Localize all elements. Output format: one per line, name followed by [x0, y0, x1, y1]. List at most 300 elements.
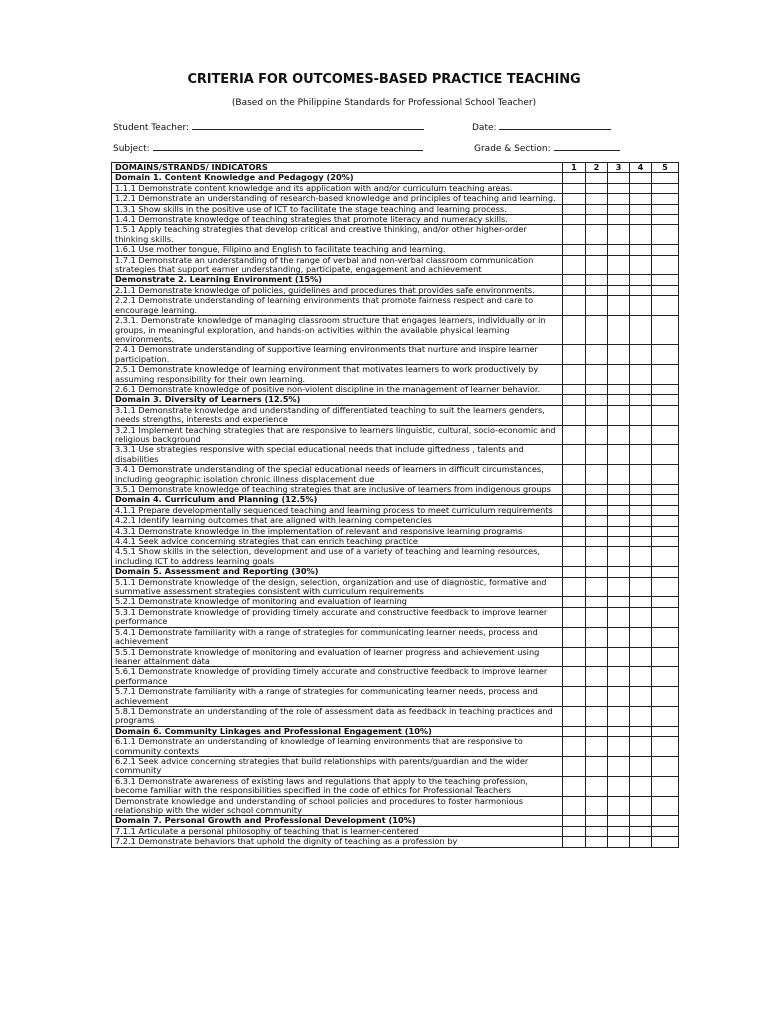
- score-cell-1[interactable]: [563, 384, 586, 394]
- score-cell-4[interactable]: [630, 537, 652, 547]
- score-cell-3[interactable]: [608, 465, 630, 485]
- score-cell-4[interactable]: [630, 425, 652, 445]
- score-cell-3[interactable]: [608, 577, 630, 597]
- indicator-row: [112, 425, 679, 445]
- score-cell-3[interactable]: [608, 445, 630, 465]
- domain-title: Domain 4. Curriculum and Planning (12.5%): [112, 495, 563, 505]
- score-cell-4[interactable]: [630, 285, 652, 295]
- score-cell-5[interactable]: [652, 756, 679, 776]
- indicator-text: 4.3.1 Demonstrate knowledge in the implementation of relevant and responsive learning programs: [112, 526, 563, 536]
- score-cell-2[interactable]: [586, 706, 608, 726]
- score-cell-2: [586, 567, 608, 577]
- indicator-text: 1.1.1 Demonstrate content knowledge and its application with and/or curriculum teaching areas.: [112, 183, 563, 193]
- indicator-row: [112, 706, 679, 726]
- score-cell-1[interactable]: [563, 485, 586, 495]
- score-cell-5[interactable]: [652, 296, 679, 316]
- score-cell-2[interactable]: [586, 667, 608, 687]
- score-cell-3[interactable]: [608, 505, 630, 515]
- score-cell-3[interactable]: [608, 547, 630, 567]
- score-cell-2[interactable]: [586, 796, 608, 816]
- score-cell-1[interactable]: [563, 837, 586, 847]
- domain-row: [112, 275, 679, 285]
- score-cell-2[interactable]: [586, 756, 608, 776]
- score-cell-5[interactable]: [652, 316, 679, 345]
- score-cell-2[interactable]: [586, 687, 608, 707]
- score-cell-2: [586, 495, 608, 505]
- score-cell-1[interactable]: [563, 776, 586, 796]
- score-cell-2[interactable]: [586, 405, 608, 425]
- score-cell-4[interactable]: [630, 826, 652, 836]
- score-cell-3: [608, 173, 630, 183]
- score-cell-2[interactable]: [586, 384, 608, 394]
- score-cell-1: [563, 173, 586, 183]
- score-cell-3[interactable]: [608, 597, 630, 607]
- score-cell-4[interactable]: [630, 627, 652, 647]
- score-cell-4[interactable]: [630, 526, 652, 536]
- grade-section-label: Grade & Section:: [474, 144, 551, 154]
- indicator-text: 2.2.1 Demonstrate understanding of learning environments that promote fairness respect and care to encourage learning.: [112, 296, 563, 316]
- score-cell-2[interactable]: [586, 225, 608, 245]
- score-cell-2[interactable]: [586, 607, 608, 627]
- score-header-3: 3: [608, 163, 630, 173]
- score-cell-4[interactable]: [630, 316, 652, 345]
- score-cell-4[interactable]: [630, 647, 652, 667]
- score-cell-1: [563, 726, 586, 736]
- indicator-text: 5.7.1 Demonstrate familiarity with a range of strategies for communicating learner needs, process and achievement: [112, 687, 563, 707]
- indicator-row: [112, 526, 679, 536]
- score-cell-3[interactable]: [608, 183, 630, 193]
- score-cell-4[interactable]: [630, 465, 652, 485]
- score-cell-1[interactable]: [563, 255, 586, 275]
- score-cell-5[interactable]: [652, 384, 679, 394]
- score-cell-1[interactable]: [563, 365, 586, 385]
- score-cell-3[interactable]: [608, 687, 630, 707]
- score-header-2: 2: [586, 163, 608, 173]
- score-cell-5: [652, 173, 679, 183]
- score-header-1: 1: [563, 163, 586, 173]
- score-cell-5[interactable]: [652, 516, 679, 526]
- score-cell-5[interactable]: [652, 245, 679, 255]
- score-cell-5[interactable]: [652, 183, 679, 193]
- score-cell-1[interactable]: [563, 687, 586, 707]
- indicator-row: [112, 647, 679, 667]
- score-cell-1[interactable]: [563, 706, 586, 726]
- score-cell-4[interactable]: [630, 384, 652, 394]
- score-cell-3[interactable]: [608, 667, 630, 687]
- indicators-header: DOMAINS/STRANDS/ INDICATORS: [112, 163, 563, 173]
- score-cell-1[interactable]: [563, 526, 586, 536]
- score-cell-2[interactable]: [586, 204, 608, 214]
- score-cell-1[interactable]: [563, 796, 586, 816]
- indicator-text: 5.8.1 Demonstrate an understanding of the role of assessment data as feedback in teaching practices and programs: [112, 706, 563, 726]
- score-cell-4[interactable]: [630, 796, 652, 816]
- score-cell-3[interactable]: [608, 204, 630, 214]
- score-cell-2[interactable]: [586, 365, 608, 385]
- score-cell-3: [608, 395, 630, 405]
- score-cell-1[interactable]: [563, 597, 586, 607]
- score-cell-2[interactable]: [586, 445, 608, 465]
- score-cell-2[interactable]: [586, 776, 608, 796]
- indicator-row: [112, 204, 679, 214]
- table-header-row: [112, 163, 679, 173]
- indicator-text: 3.1.1 Demonstrate knowledge and understanding of differentiated teaching to suit the learners genders, needs strengths, interests and experience: [112, 405, 563, 425]
- indicator-text: 5.2.1 Demonstrate knowledge of monitoring and evaluation of learning: [112, 597, 563, 607]
- score-cell-2[interactable]: [586, 526, 608, 536]
- score-cell-4[interactable]: [630, 706, 652, 726]
- score-cell-5[interactable]: [652, 485, 679, 495]
- indicator-row: [112, 183, 679, 193]
- score-cell-3[interactable]: [608, 706, 630, 726]
- score-cell-4: [630, 495, 652, 505]
- domain-title: Domain 5. Assessment and Reporting (30%): [112, 567, 563, 577]
- score-cell-1[interactable]: [563, 737, 586, 757]
- score-cell-1[interactable]: [563, 225, 586, 245]
- indicator-row: [112, 837, 679, 847]
- indicator-row: [112, 225, 679, 245]
- score-cell-2[interactable]: [586, 505, 608, 515]
- score-cell-3: [608, 816, 630, 826]
- score-cell-2[interactable]: [586, 345, 608, 365]
- score-cell-2[interactable]: [586, 285, 608, 295]
- score-cell-4[interactable]: [630, 577, 652, 597]
- page-title: CRITERIA FOR OUTCOMES-BASED PRACTICE TEACHING: [187, 72, 581, 87]
- indicator-text: 5.5.1 Demonstrate knowledge of monitoring and evaluation of learner progress and achievement using leaner attainment data: [112, 647, 563, 667]
- score-cell-3[interactable]: [608, 826, 630, 836]
- score-cell-1[interactable]: [563, 667, 586, 687]
- score-cell-5[interactable]: [652, 667, 679, 687]
- score-cell-2[interactable]: [586, 485, 608, 495]
- score-cell-2[interactable]: [586, 597, 608, 607]
- indicator-text: 4.4.1 Seek advice concerning strategies that can enrich teaching practice: [112, 537, 563, 547]
- score-cell-2[interactable]: [586, 215, 608, 225]
- indicator-row: [112, 776, 679, 796]
- indicator-row: [112, 537, 679, 547]
- score-cell-4[interactable]: [630, 445, 652, 465]
- score-cell-5: [652, 275, 679, 285]
- score-cell-5[interactable]: [652, 737, 679, 757]
- score-cell-3[interactable]: [608, 245, 630, 255]
- score-cell-3[interactable]: [608, 537, 630, 547]
- indicator-text: 5.1.1 Demonstrate knowledge of the design, selection, organization and use of diagnostic, formative and summative assessment strategies consistent with curriculum requirements: [112, 577, 563, 597]
- score-cell-4[interactable]: [630, 194, 652, 204]
- score-cell-1[interactable]: [563, 245, 586, 255]
- score-cell-4[interactable]: [630, 225, 652, 245]
- score-cell-1: [563, 495, 586, 505]
- score-cell-5[interactable]: [652, 687, 679, 707]
- score-cell-4[interactable]: [630, 756, 652, 776]
- indicator-row: [112, 316, 679, 345]
- indicator-row: [112, 255, 679, 275]
- score-cell-3[interactable]: [608, 194, 630, 204]
- score-cell-3[interactable]: [608, 255, 630, 275]
- score-cell-5[interactable]: [652, 365, 679, 385]
- score-cell-5[interactable]: [652, 215, 679, 225]
- score-cell-3[interactable]: [608, 384, 630, 394]
- indicator-row: [112, 345, 679, 365]
- score-cell-3[interactable]: [608, 796, 630, 816]
- domain-row: [112, 726, 679, 736]
- score-cell-5[interactable]: [652, 204, 679, 214]
- score-cell-4: [630, 567, 652, 577]
- score-cell-1: [563, 816, 586, 826]
- indicator-row: [112, 516, 679, 526]
- score-cell-5[interactable]: [652, 837, 679, 847]
- indicator-text: 6.3.1 Demonstrate awareness of existing laws and regulations that apply to the teaching profession, become familiar with the responsibilities specified in the code of ethics for Professional Teachers: [112, 776, 563, 796]
- score-cell-1[interactable]: [563, 316, 586, 345]
- score-cell-5[interactable]: [652, 445, 679, 465]
- score-cell-5: [652, 495, 679, 505]
- indicator-text: 4.5.1 Show skills in the selection, development and use of a variety of teaching and learning resources, including ICT to address learning goals: [112, 547, 563, 567]
- grade-section-field[interactable]: [474, 141, 620, 154]
- score-cell-2[interactable]: [586, 537, 608, 547]
- score-cell-5: [652, 395, 679, 405]
- score-cell-3[interactable]: [608, 647, 630, 667]
- score-cell-4[interactable]: [630, 245, 652, 255]
- score-cell-2[interactable]: [586, 627, 608, 647]
- score-cell-3[interactable]: [608, 405, 630, 425]
- score-cell-4[interactable]: [630, 516, 652, 526]
- score-cell-1[interactable]: [563, 345, 586, 365]
- score-cell-5[interactable]: [652, 547, 679, 567]
- page-subtitle: (Based on the Philippine Standards for Professional School Teacher): [231, 98, 537, 108]
- score-cell-3[interactable]: [608, 425, 630, 445]
- score-cell-4[interactable]: [630, 597, 652, 607]
- score-cell-5[interactable]: [652, 225, 679, 245]
- score-cell-3[interactable]: [608, 225, 630, 245]
- score-cell-3[interactable]: [608, 627, 630, 647]
- score-header-5: 5: [652, 163, 679, 173]
- score-cell-2[interactable]: [586, 255, 608, 275]
- score-cell-4[interactable]: [630, 183, 652, 193]
- indicator-row: [112, 296, 679, 316]
- indicator-text: 3.4.1 Demonstrate understanding of the special educational needs of learners in difficult circumstances, including geographic isolation chronic illness displacement due: [112, 465, 563, 485]
- score-cell-2: [586, 275, 608, 285]
- indicator-row: [112, 384, 679, 394]
- score-cell-5[interactable]: [652, 537, 679, 547]
- score-cell-3: [608, 726, 630, 736]
- score-cell-1[interactable]: [563, 537, 586, 547]
- indicator-row: [112, 215, 679, 225]
- score-cell-1: [563, 567, 586, 577]
- score-cell-2[interactable]: [586, 425, 608, 445]
- student-teacher-line[interactable]: [192, 120, 424, 130]
- score-cell-2[interactable]: [586, 577, 608, 597]
- score-cell-1[interactable]: [563, 445, 586, 465]
- indicator-row: [112, 627, 679, 647]
- score-cell-4[interactable]: [630, 607, 652, 627]
- domain-row: [112, 816, 679, 826]
- score-cell-5[interactable]: [652, 776, 679, 796]
- score-cell-4[interactable]: [630, 837, 652, 847]
- domain-title: Domain 1. Content Knowledge and Pedagogy (20%): [112, 173, 563, 183]
- indicator-text: 5.6.1 Demonstrate knowledge of providing timely accurate and constructive feedback to improve learner performance: [112, 667, 563, 687]
- score-cell-2[interactable]: [586, 296, 608, 316]
- indicator-text: 5.4.1 Demonstrate familiarity with a range of strategies for communicating learner needs, process and achievement: [112, 627, 563, 647]
- indicator-text: 3.2.1 Implement teaching strategies that are responsive to learners linguistic, cultural, socio-economic and religious background: [112, 425, 563, 445]
- score-cell-1[interactable]: [563, 647, 586, 667]
- score-header-4: 4: [630, 163, 652, 173]
- score-cell-1[interactable]: [563, 204, 586, 214]
- date-label: Date:: [472, 123, 497, 133]
- indicator-text: 4.1.1 Prepare developmentally sequenced teaching and learning process to meet curriculum requirements: [112, 505, 563, 515]
- score-cell-2: [586, 816, 608, 826]
- indicator-text: 6.1.1 Demonstrate an understanding of knowledge of learning environments that are responsive to community contexts: [112, 737, 563, 757]
- indicator-row: [112, 607, 679, 627]
- indicator-text: 6.2.1 Seek advice concerning strategies that build relationships with parents/guardian and the wider community: [112, 756, 563, 776]
- indicator-row: [112, 405, 679, 425]
- score-cell-1[interactable]: [563, 607, 586, 627]
- score-cell-3[interactable]: [608, 837, 630, 847]
- indicator-text: 1.5.1 Apply teaching strategies that develop critical and creative thinking, and/or other higher-order thinking skills.: [112, 225, 563, 245]
- score-cell-1: [563, 395, 586, 405]
- indicator-row: [112, 485, 679, 495]
- score-cell-1[interactable]: [563, 296, 586, 316]
- score-cell-5[interactable]: [652, 597, 679, 607]
- score-cell-5[interactable]: [652, 425, 679, 445]
- score-cell-2[interactable]: [586, 837, 608, 847]
- indicator-row: [112, 445, 679, 465]
- score-cell-5[interactable]: [652, 255, 679, 275]
- score-cell-5[interactable]: [652, 627, 679, 647]
- score-cell-1: [563, 275, 586, 285]
- score-cell-5[interactable]: [652, 345, 679, 365]
- score-cell-1[interactable]: [563, 505, 586, 515]
- indicator-text: 2.4.1 Demonstrate understanding of supportive learning environments that nurture and inspire learner participation.: [112, 345, 563, 365]
- score-cell-5[interactable]: [652, 647, 679, 667]
- score-cell-4[interactable]: [630, 405, 652, 425]
- score-cell-4[interactable]: [630, 687, 652, 707]
- score-cell-1[interactable]: [563, 405, 586, 425]
- indicator-row: [112, 577, 679, 597]
- indicator-text: 2.6.1 Demonstrate knowledge of positive non-violent discipline in the management of learner behavior.: [112, 384, 563, 394]
- date-line[interactable]: [499, 120, 611, 130]
- score-cell-5[interactable]: [652, 526, 679, 536]
- score-cell-1[interactable]: [563, 215, 586, 225]
- indicator-text: 1.3.1 Show skills in the positive use of ICT to facilitate the stage teaching and learning process.: [112, 204, 563, 214]
- score-cell-1[interactable]: [563, 285, 586, 295]
- score-cell-4[interactable]: [630, 776, 652, 796]
- score-cell-4[interactable]: [630, 505, 652, 515]
- score-cell-2[interactable]: [586, 737, 608, 757]
- score-cell-4[interactable]: [630, 365, 652, 385]
- indicator-text: 1.2.1 Demonstrate an understanding of research-based knowledge and principles of teaching and learning.: [112, 194, 563, 204]
- score-cell-2[interactable]: [586, 826, 608, 836]
- indicator-row: [112, 597, 679, 607]
- indicator-row: [112, 365, 679, 385]
- score-cell-1[interactable]: [563, 627, 586, 647]
- score-cell-3[interactable]: [608, 345, 630, 365]
- score-cell-2[interactable]: [586, 183, 608, 193]
- student-teacher-field[interactable]: [113, 120, 424, 133]
- score-cell-2[interactable]: [586, 516, 608, 526]
- indicator-text: 7.2.1 Demonstrate behaviors that uphold the dignity of teaching as a profession by: [112, 837, 563, 847]
- indicator-text: 1.4.1 Demonstrate knowledge of teaching strategies that promote literacy and numeracy skills.: [112, 215, 563, 225]
- score-cell-3[interactable]: [608, 776, 630, 796]
- score-cell-3[interactable]: [608, 516, 630, 526]
- indicator-row: [112, 194, 679, 204]
- score-cell-4: [630, 726, 652, 736]
- score-cell-1[interactable]: [563, 183, 586, 193]
- score-cell-1[interactable]: [563, 577, 586, 597]
- subject-label: Subject:: [113, 144, 150, 154]
- score-cell-5[interactable]: [652, 285, 679, 295]
- score-cell-3[interactable]: [608, 756, 630, 776]
- score-cell-5: [652, 567, 679, 577]
- score-cell-3[interactable]: [608, 607, 630, 627]
- score-cell-1[interactable]: [563, 194, 586, 204]
- score-cell-5[interactable]: [652, 577, 679, 597]
- score-cell-1[interactable]: [563, 425, 586, 445]
- score-cell-1[interactable]: [563, 516, 586, 526]
- score-cell-3[interactable]: [608, 285, 630, 295]
- score-cell-1[interactable]: [563, 826, 586, 836]
- indicator-row: [112, 465, 679, 485]
- score-cell-3[interactable]: [608, 737, 630, 757]
- score-cell-5: [652, 726, 679, 736]
- criteria-table: [111, 162, 679, 848]
- score-cell-3[interactable]: [608, 215, 630, 225]
- score-cell-3[interactable]: [608, 526, 630, 536]
- domain-title: Domain 7. Personal Growth and Professional Development (10%): [112, 816, 563, 826]
- score-cell-5[interactable]: [652, 405, 679, 425]
- domain-title: Domain 3. Diversity of Learners (12.5%): [112, 395, 563, 405]
- score-cell-5[interactable]: [652, 465, 679, 485]
- subject-line[interactable]: [153, 141, 423, 151]
- indicator-row: [112, 687, 679, 707]
- score-cell-2[interactable]: [586, 316, 608, 345]
- indicator-text: 2.1.1 Demonstrate knowledge of policies, guidelines and procedures that provides safe environments.: [112, 285, 563, 295]
- indicator-row: [112, 796, 679, 816]
- score-cell-3[interactable]: [608, 485, 630, 495]
- indicator-row: [112, 505, 679, 515]
- score-cell-4[interactable]: [630, 255, 652, 275]
- score-cell-2[interactable]: [586, 465, 608, 485]
- score-cell-4[interactable]: [630, 485, 652, 495]
- score-cell-4[interactable]: [630, 547, 652, 567]
- score-cell-1[interactable]: [563, 547, 586, 567]
- score-cell-4[interactable]: [630, 667, 652, 687]
- score-cell-3[interactable]: [608, 316, 630, 345]
- score-cell-3[interactable]: [608, 365, 630, 385]
- score-cell-1[interactable]: [563, 465, 586, 485]
- score-cell-2[interactable]: [586, 647, 608, 667]
- score-cell-5[interactable]: [652, 826, 679, 836]
- score-cell-4[interactable]: [630, 215, 652, 225]
- score-cell-4[interactable]: [630, 737, 652, 757]
- score-cell-4[interactable]: [630, 296, 652, 316]
- score-cell-5[interactable]: [652, 706, 679, 726]
- score-cell-4: [630, 395, 652, 405]
- subject-field[interactable]: [113, 141, 423, 154]
- score-cell-3[interactable]: [608, 296, 630, 316]
- score-cell-5[interactable]: [652, 194, 679, 204]
- domain-title: Demonstrate 2. Learning Environment (15%): [112, 275, 563, 285]
- domain-row: [112, 395, 679, 405]
- score-cell-5[interactable]: [652, 505, 679, 515]
- date-field[interactable]: [472, 120, 611, 133]
- score-cell-2[interactable]: [586, 245, 608, 255]
- score-cell-4[interactable]: [630, 345, 652, 365]
- indicator-row: [112, 737, 679, 757]
- score-cell-2[interactable]: [586, 194, 608, 204]
- score-cell-5[interactable]: [652, 796, 679, 816]
- grade-section-line[interactable]: [554, 141, 620, 151]
- score-cell-1[interactable]: [563, 756, 586, 776]
- score-cell-4[interactable]: [630, 204, 652, 214]
- score-cell-5[interactable]: [652, 607, 679, 627]
- score-cell-2[interactable]: [586, 547, 608, 567]
- indicator-row: [112, 667, 679, 687]
